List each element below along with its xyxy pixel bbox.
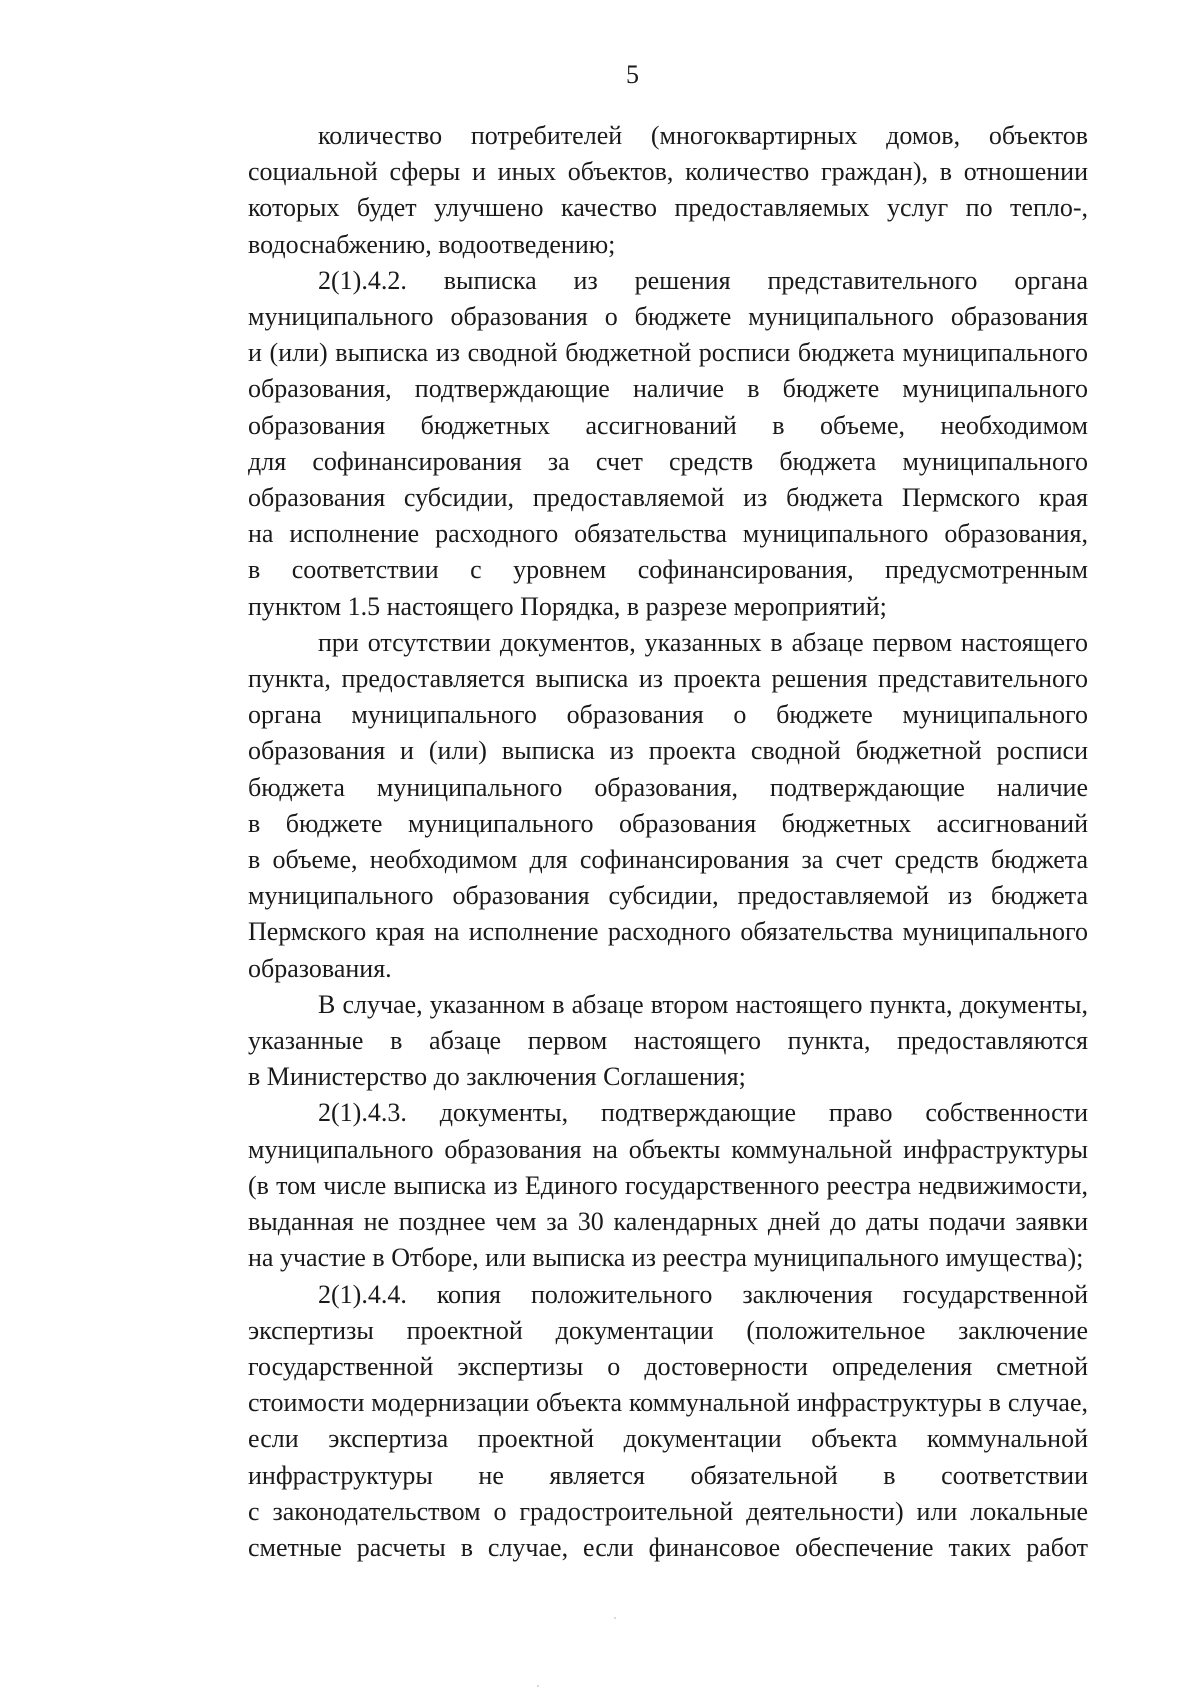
text-line: при отсутствии документов, указанных в абзаце первом настоящего [318, 627, 1088, 657]
text-line: 2(1).4.2. выписка из решения представительного органа [318, 265, 1088, 295]
text-line: инфраструктуры не является обязательной в соответствии [248, 1460, 1088, 1490]
text-line: государственной экспертизы о достоверности определения сметной [248, 1351, 1088, 1381]
text-line: количество потребителей (многоквартирных домов, объектов [318, 121, 1088, 150]
text-line: образования. [248, 953, 392, 983]
text-line: муниципального образования о бюджете муниципального образования [248, 302, 1088, 332]
text-line: сметные расчеты в случае, если финансовое обеспечение таких работ [248, 1532, 1088, 1562]
text-line: Пермского края на исполнение расходного обязательства муниципального [248, 917, 1088, 947]
text-line: 2(1).4.3. документы, подтверждающие право собственности [318, 1098, 1088, 1128]
text-line: образования субсидии, предоставляемой из бюджета Пермского края [248, 483, 1088, 513]
text-line: 2(1).4.4. копия положительного заключения государственной [318, 1279, 1088, 1309]
text-line: социальной сферы и иных объектов, количество граждан), в отношении [248, 157, 1088, 187]
paragraph-case-second-abzac [178, 987, 1088, 1096]
text-line: (в том числе выписка из Единого государственного реестра недвижимости, [248, 1170, 1088, 1200]
text-line: в Министерство до заключения Соглашения; [248, 1062, 746, 1092]
text-line: экспертизы проектной документации (положительное заключение [248, 1315, 1088, 1345]
text-line: указанные в абзаце первом настоящего пункта, предоставляются [248, 1026, 1088, 1056]
text-line: муниципального образования на объекты коммунальной инфраструктуры [248, 1134, 1088, 1164]
text-line: в объеме, необходимом для софинансирования за счет средств бюджета [248, 845, 1088, 875]
document-body [178, 118, 1088, 1566]
paragraph-2-1-4-3 [178, 1095, 1088, 1276]
paragraph-2-1-4-4 [178, 1277, 1088, 1567]
text-line: пунктом 1.5 настоящего Порядка, в разрезе мероприятий; [248, 591, 887, 621]
text-line: которых будет улучшено качество предоставляемых услуг по тепло-, [248, 193, 1088, 223]
text-line: муниципального образования субсидии, предоставляемой из бюджета [248, 881, 1088, 911]
text-line: на исполнение расходного обязательства муниципального образования, [248, 519, 1088, 549]
scan-speck [537, 1685, 539, 1687]
text-line: образования и (или) выписка из проекта сводной бюджетной росписи [248, 736, 1088, 766]
text-line: выданная не позднее чем за 30 календарных дней до даты подачи заявки [248, 1207, 1088, 1237]
paragraph-consumers [178, 118, 1088, 263]
text-line: в соответствии с уровнем софинансирования, предусмотренным [248, 555, 1088, 585]
text-line: пункта, предоставляется выписка из проекта решения представительного [248, 664, 1088, 694]
text-line: образования, подтверждающие наличие в бюджете муниципального [248, 374, 1088, 404]
text-line: В случае, указанном в абзаце втором настоящего пункта, документы, [318, 989, 1088, 1019]
text-line: на участие в Отборе, или выписка из реестра муниципального имущества); [248, 1243, 1084, 1273]
text-line: образования бюджетных ассигнований в объеме, необходимом [248, 410, 1088, 440]
text-line: для софинансирования за счет средств бюджета муниципального [248, 446, 1088, 476]
text-line: и (или) выписка из сводной бюджетной росписи бюджета муниципального [248, 338, 1088, 368]
text-line: органа муниципального образования о бюджете муниципального [248, 700, 1088, 730]
text-line: водоснабжению, водоотведению; [248, 229, 616, 259]
text-line: если экспертиза проектной документации объекта коммунальной [248, 1424, 1088, 1454]
paragraph-absence-of-documents [178, 625, 1088, 987]
text-line: с законодательством о градостроительной деятельности) или локальные [248, 1496, 1088, 1526]
page-number: 5 [626, 60, 639, 89]
paragraph-2-1-4-2 [178, 263, 1088, 625]
text-line: бюджета муниципального образования, подтверждающие наличие [248, 772, 1088, 802]
scan-speck [614, 1617, 616, 1619]
text-line: в бюджете муниципального образования бюджетных ассигнований [248, 808, 1088, 838]
text-line: стоимости модернизации объекта коммунальной инфраструктуры в случае, [248, 1388, 1088, 1418]
